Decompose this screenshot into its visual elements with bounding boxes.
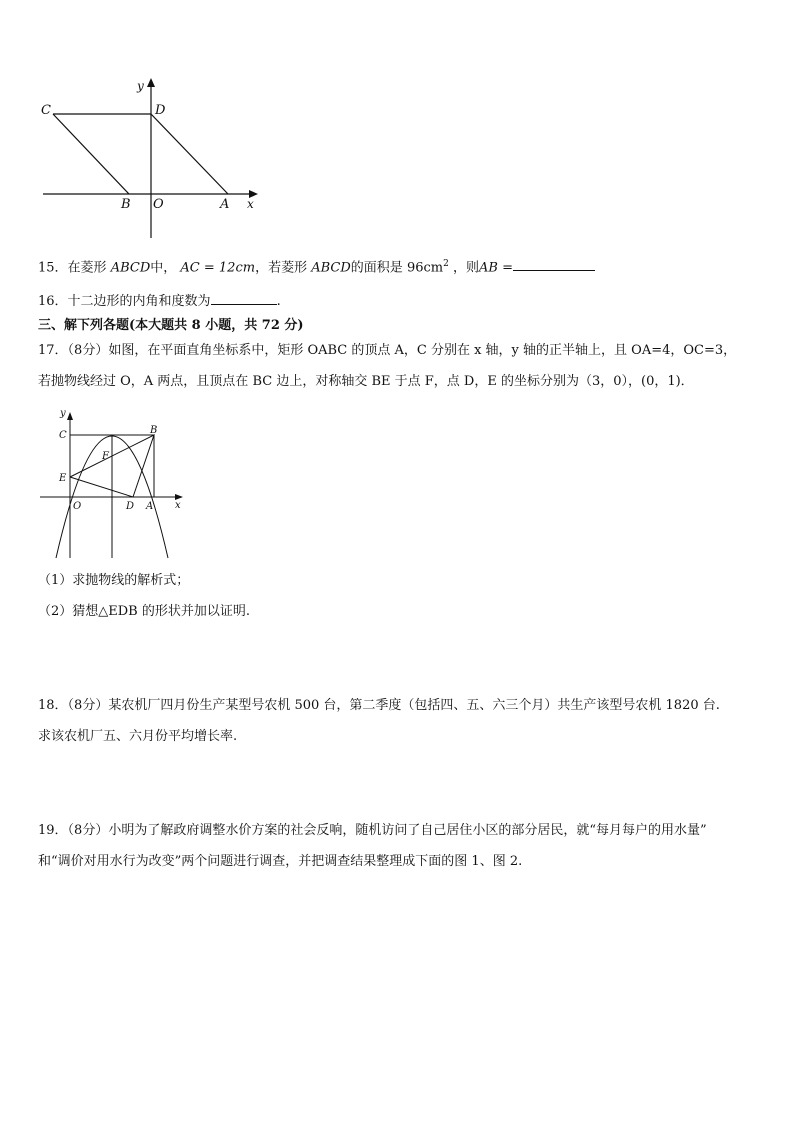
q15-area-exponent: 2 bbox=[443, 259, 449, 269]
q16-answer-blank[interactable] bbox=[211, 292, 277, 305]
q15-text-5: ，则 bbox=[452, 260, 479, 276]
q18-line-1: 18．（8分）某农机厂四月份生产某型号农机 500 台，第二季度（包括四、五、六三个月）共生产该型号农机 1820 台. bbox=[38, 698, 720, 713]
q16-end: . bbox=[276, 294, 281, 309]
label2-c: C bbox=[59, 430, 67, 441]
q17-sub-1: （1）求抛物线的解析式； bbox=[38, 573, 190, 588]
q15-text-2: 中， bbox=[150, 260, 177, 276]
question-15 bbox=[38, 256, 595, 276]
label2-d: D bbox=[126, 501, 135, 512]
label-x: x bbox=[247, 197, 254, 211]
q15-text-4: 的面积是 bbox=[350, 260, 403, 276]
q19-line-1: 19．（8分）小明为了解政府调整水价方案的社会反响，随机访问了自己居住小区的部分居民，就“每月每户的用水量” bbox=[38, 823, 707, 838]
q17-sub-2: （2）猜想△EDB 的形状并加以证明. bbox=[38, 604, 250, 619]
section-3-heading: 三、解下列各题(本大题共 8 小题，共 72 分) bbox=[38, 318, 304, 333]
question-16 bbox=[38, 292, 281, 310]
label2-a: A bbox=[146, 501, 154, 512]
label2-y: y bbox=[60, 408, 66, 419]
label-o: O bbox=[153, 197, 164, 212]
q15-abcd-1: ABCD bbox=[110, 260, 151, 276]
q18-line-2: 求该农机厂五、六月份平均增长率. bbox=[38, 729, 238, 744]
segment-da bbox=[151, 114, 228, 194]
q15-area: 96cm bbox=[406, 260, 444, 276]
label-a: A bbox=[220, 197, 230, 212]
q15-ab: AB = bbox=[479, 260, 513, 276]
q16-text: 十二边形的内角和度数为 bbox=[67, 294, 211, 309]
label2-x: x bbox=[175, 500, 181, 511]
q15-answer-blank[interactable] bbox=[513, 258, 595, 271]
figure-parabola-rectangle bbox=[0, 400, 794, 600]
y-axis-2-arrow-icon bbox=[67, 412, 73, 420]
y-axis-arrow-icon bbox=[147, 78, 155, 87]
q15-ac: AC = 12cm bbox=[180, 260, 256, 276]
q19-line-2: 和“调价对用水行为改变”两个问题进行调查，并把调查结果整理成下面的图 1、图 2. bbox=[38, 854, 523, 869]
figure-parallelogram bbox=[0, 0, 794, 260]
q15-abcd-2: ABCD bbox=[311, 260, 351, 276]
label2-b: B bbox=[150, 425, 158, 436]
label2-e: E bbox=[59, 473, 67, 484]
q17-line-1: 17．（8分）如图，在平面直角坐标系中，矩形 OABC 的顶点 A，C 分别在 x 轴，y 轴的正半轴上，且 OA=4，OC=3， bbox=[38, 343, 737, 358]
label2-o: O bbox=[73, 501, 82, 512]
q17-line-2: 若抛物线经过 O，A 两点，且顶点在 BC 边上，对称轴交 BE 于点 F，点 D，E 的坐标分别为（3，0），(0，1)． bbox=[38, 374, 694, 389]
label-d: D bbox=[155, 103, 166, 118]
label-y: y bbox=[137, 79, 144, 93]
q15-text-1: 在菱形 bbox=[67, 260, 107, 276]
segment-cb bbox=[53, 114, 129, 194]
q16-number: 16． bbox=[38, 294, 68, 309]
label-b: B bbox=[121, 197, 131, 212]
label2-f: F bbox=[102, 451, 109, 462]
q15-number: 15． bbox=[38, 260, 68, 276]
label-c: C bbox=[41, 103, 51, 118]
q15-text-3: ，若菱形 bbox=[255, 260, 308, 276]
